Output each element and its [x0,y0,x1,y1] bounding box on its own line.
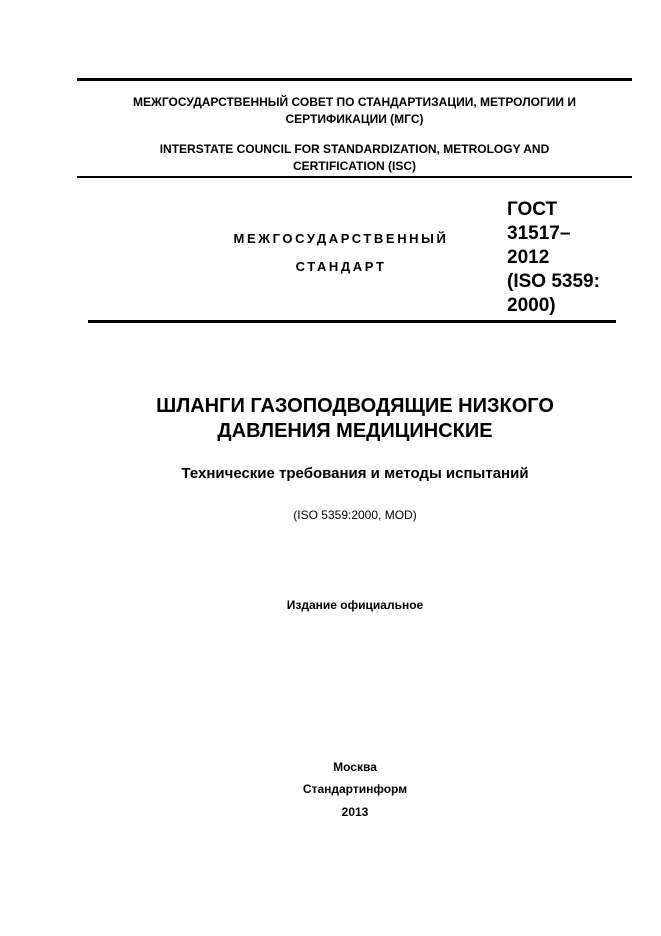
edition-note: Издание официальное [286,598,424,612]
standard-number-line: ГОСТ [507,199,558,220]
standard-type-line1: МЕЖГОСУДАРСТВЕННЫЙ [233,231,449,246]
standard-number-line: (ISO 5359: [507,271,600,292]
council-name-ru [77,94,632,128]
imprint-publisher: Стандартинформ [302,782,408,796]
standard-number [507,198,632,318]
council-en-line1: INTERSTATE COUNCIL FOR STANDARDIZATION, METROLOGY AND [159,142,550,156]
standard-type [210,225,472,281]
standard-number-line: 2000) [507,295,556,316]
standard-number-line: 2012 [507,247,550,268]
council-ru-line1: МЕЖГОСУДАРСТВЕННЫЙ СОВЕТ ПО СТАНДАРТИЗАЦИИ, МЕТРОЛОГИИ И [133,95,576,109]
document-title-line1: ШЛАНГИ ГАЗОПОДВОДЯЩИЕ НИЗКОГО [156,395,554,417]
standard-number-line: 31517– [507,223,571,244]
standard-divider [88,320,616,323]
iso-reference: (ISO 5359:2000, MOD) [293,508,417,522]
document-title-line2: ДАВЛЕНИЯ МЕДИЦИНСКИЕ [217,420,493,442]
council-name-en [77,141,632,175]
document-title [60,394,650,444]
council-en-line2: CERTIFICATION (ISC) [292,159,417,173]
standard-type-line2: СТАНДАРТ [295,259,387,274]
council-ru-line2: СЕРТИФИКАЦИИ (МГС) [285,112,424,126]
document-subtitle: Технические требования и методы испытаний [181,465,529,482]
council-divider [77,176,632,178]
imprint-year: 2013 [341,805,369,819]
imprint-city: Москва [333,760,377,774]
top-divider [77,78,632,81]
